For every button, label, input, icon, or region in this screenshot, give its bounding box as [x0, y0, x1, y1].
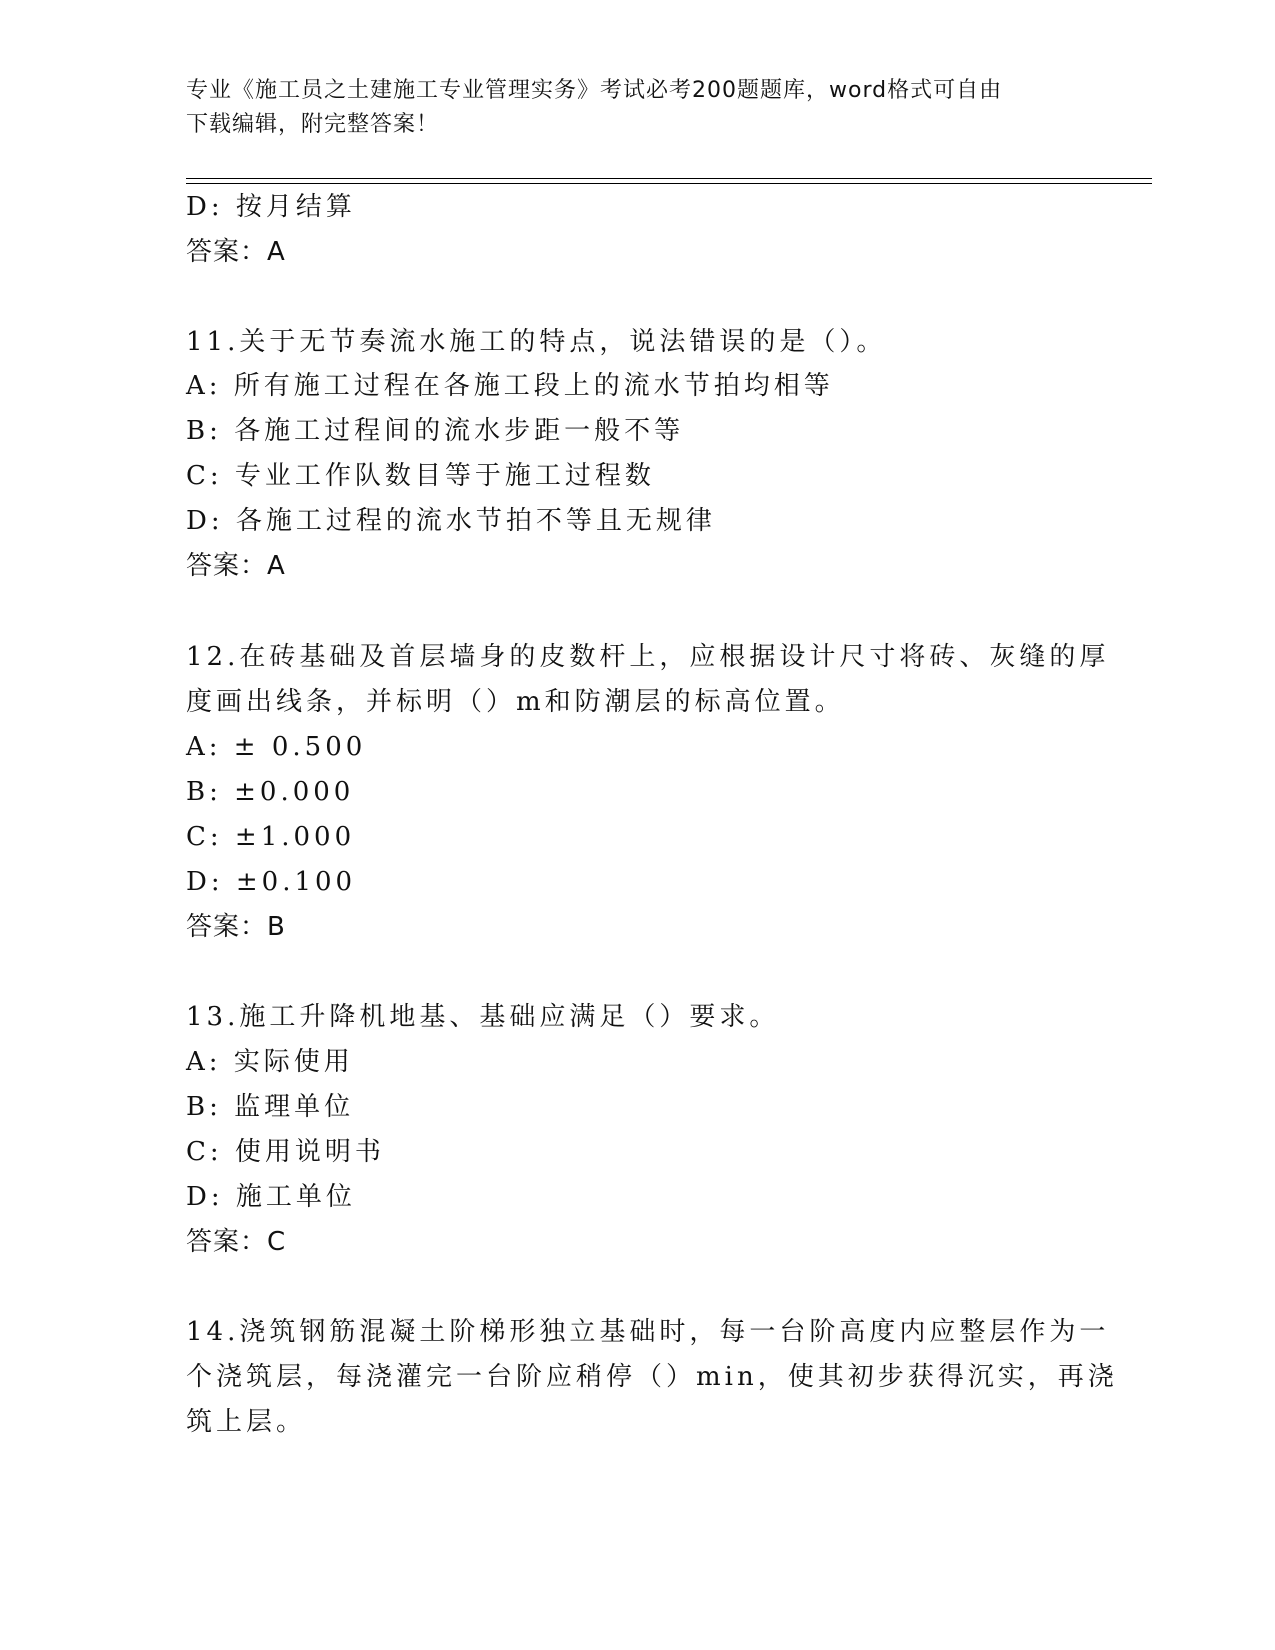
question-12-option-b: B: ±0.000	[186, 777, 355, 807]
question-11-stem: 11.关于无节奏流水施工的特点，说法错误的是（）。	[186, 327, 887, 357]
question-12-option-c: C: ±1.000	[186, 822, 356, 852]
question-13-option-c: C: 使用说明书	[186, 1137, 385, 1167]
header-line-1: 专业《施工员之土建施工专业管理实务》考试必考200题题库，word格式可自由	[186, 78, 1003, 103]
question-14-stem-line-1: 14.浇筑钢筋混凝土阶梯形独立基础时，每一台阶高度内应整层作为一	[186, 1317, 1110, 1347]
question-12-stem-line-2: 度画出线条，并标明（）m和防潮层的标高位置。	[186, 687, 845, 717]
question-13-option-d: D: 施工单位	[186, 1182, 356, 1212]
question-12-option-a: A: ± 0.500	[186, 732, 367, 762]
question-12-option-d: D: ±0.100	[186, 867, 357, 897]
question-14-stem-line-2: 个浇筑层，每浇灌完一台阶应稍停（）min，使其初步获得沉实，再浇	[186, 1362, 1118, 1392]
question-11-option-c: C: 专业工作队数目等于施工过程数	[186, 461, 655, 491]
page-header	[186, 74, 1066, 142]
header-rule-bottom	[186, 183, 1152, 184]
question-13-option-b: B: 监理单位	[186, 1092, 355, 1122]
question-13-answer: 答案：C	[186, 1227, 287, 1257]
question-12-stem-line-1: 12.在砖基础及首层墙身的皮数杆上，应根据设计尺寸将砖、灰缝的厚	[186, 642, 1110, 672]
header-line-2: 下载编辑，附完整答案！	[186, 112, 440, 137]
question-13-option-a: A: 实际使用	[186, 1047, 354, 1077]
question-11-answer: 答案：A	[186, 551, 286, 581]
question-14-stem-line-3: 筑上层。	[186, 1407, 307, 1437]
option-d: D: 按月结算	[186, 192, 356, 222]
question-11-option-b: B: 各施工过程间的流水步距一般不等	[186, 416, 685, 446]
question-11-option-a: A: 所有施工过程在各施工段上的流水节拍均相等	[186, 371, 834, 401]
answer: 答案：A	[186, 237, 286, 267]
question-12-answer: 答案：B	[186, 912, 286, 942]
question-13-stem: 13.施工升降机地基、基础应满足（）要求。	[186, 1002, 780, 1032]
header-rule-top	[186, 178, 1152, 179]
question-11-option-d: D: 各施工过程的流水节拍不等且无规律	[186, 506, 716, 536]
